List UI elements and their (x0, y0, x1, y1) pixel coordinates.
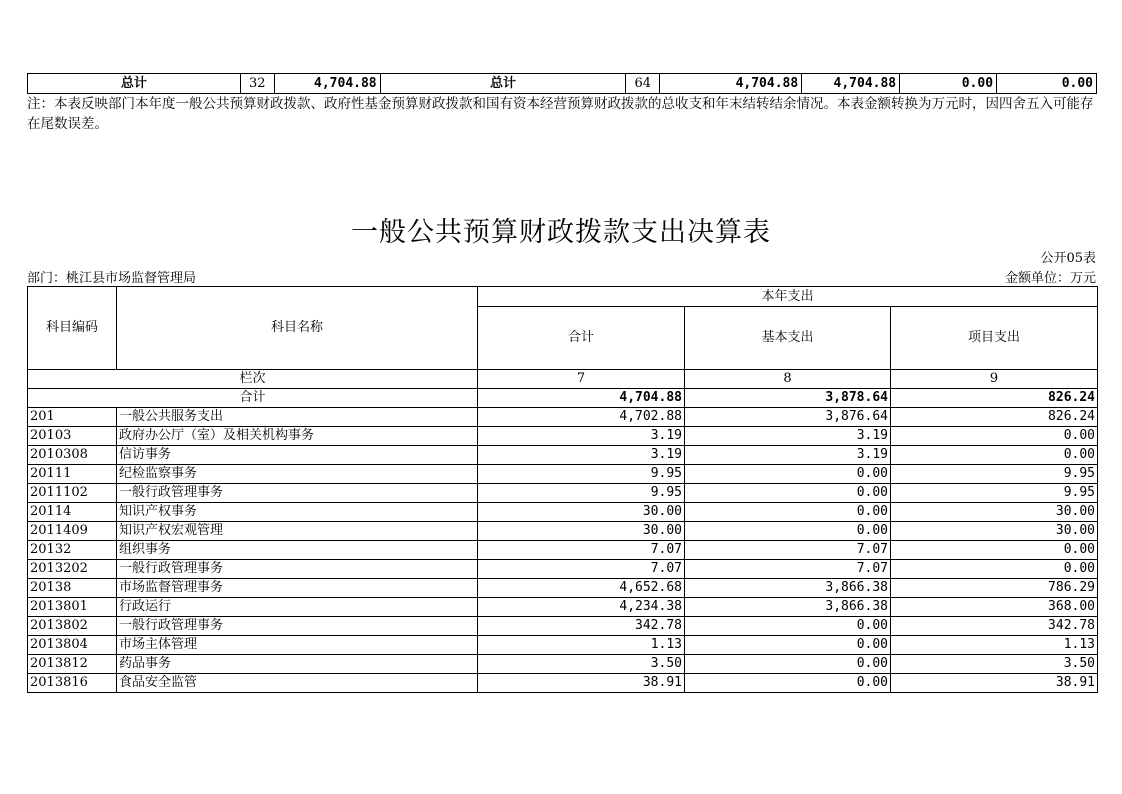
row-basic: 0.00 (685, 522, 891, 541)
table-row (28, 446, 1098, 465)
row-project: 0.00 (891, 541, 1098, 560)
table-body (28, 408, 1098, 693)
row-total: 9.95 (478, 484, 685, 503)
header-group: 本年支出 (478, 287, 1098, 307)
row-basic: 3,876.64 (685, 408, 891, 427)
table-row (28, 617, 1098, 636)
row-total: 30.00 (478, 522, 685, 541)
summary-left-label: 总计 (28, 74, 241, 94)
header-total: 合计 (478, 307, 685, 370)
row-total: 1.13 (478, 636, 685, 655)
row-name: 食品安全监管 (117, 674, 478, 693)
row-code: 20114 (28, 503, 117, 522)
expenditure-table (27, 286, 1098, 693)
row-total: 30.00 (478, 503, 685, 522)
summary-value-col3: 0.00 (900, 74, 997, 94)
row-basic: 0.00 (685, 465, 891, 484)
row-project: 9.95 (891, 465, 1098, 484)
row-code: 201 (28, 408, 117, 427)
row-project: 0.00 (891, 560, 1098, 579)
column-number: 9 (891, 370, 1098, 389)
row-code: 20111 (28, 465, 117, 484)
column-number-row (28, 370, 1098, 389)
row-basic: 7.07 (685, 541, 891, 560)
row-code: 2013801 (28, 598, 117, 617)
row-project: 9.95 (891, 484, 1098, 503)
summary-value-col4: 0.00 (997, 74, 1097, 94)
form-code: 公开05表 (1040, 251, 1096, 266)
row-code: 2011102 (28, 484, 117, 503)
row-total: 9.95 (478, 465, 685, 484)
row-code: 2011409 (28, 522, 117, 541)
table-row (28, 541, 1098, 560)
row-name: 知识产权事务 (117, 503, 478, 522)
summary-value-total: 4,704.88 (660, 74, 802, 94)
grand-total-basic: 3,878.64 (685, 389, 891, 408)
table-row (28, 427, 1098, 446)
table-row (28, 503, 1098, 522)
row-name: 一般公共服务支出 (117, 408, 478, 427)
row-basic: 7.07 (685, 560, 891, 579)
table-row (28, 674, 1098, 693)
row-code: 2010308 (28, 446, 117, 465)
summary-value-col2: 4,704.88 (802, 74, 900, 94)
row-project: 0.00 (891, 446, 1098, 465)
row-name: 一般行政管理事务 (117, 484, 478, 503)
row-project: 0.00 (891, 427, 1098, 446)
row-basic: 3,866.38 (685, 579, 891, 598)
row-project: 1.13 (891, 636, 1098, 655)
row-name: 纪检监察事务 (117, 465, 478, 484)
row-basic: 0.00 (685, 503, 891, 522)
summary-total-row (28, 74, 1097, 94)
row-basic: 3.19 (685, 427, 891, 446)
column-number: 7 (478, 370, 685, 389)
grand-total-row (28, 389, 1098, 408)
row-name: 市场主体管理 (117, 636, 478, 655)
table-note: 注：本表反映部门本年度一般公共预算财政拨款、政府性基金预算财政拨款和国有资本经营预算财政拨款的总收支和年末结转结余情况。本表金额转换为万元时，因四舍五入可能存在尾数误差。 (27, 96, 1094, 132)
row-name: 组织事务 (117, 541, 478, 560)
row-code: 20103 (28, 427, 117, 446)
row-total: 4,702.88 (478, 408, 685, 427)
header-project: 项目支出 (891, 307, 1098, 370)
header-name: 科目名称 (117, 287, 478, 370)
header-code: 科目编码 (28, 287, 117, 370)
row-code: 2013804 (28, 636, 117, 655)
row-project: 368.00 (891, 598, 1098, 617)
row-total: 342.78 (478, 617, 685, 636)
row-total: 4,234.38 (478, 598, 685, 617)
table-row (28, 560, 1098, 579)
row-project: 342.78 (891, 617, 1098, 636)
row-name: 行政运行 (117, 598, 478, 617)
row-total: 7.07 (478, 560, 685, 579)
row-name: 一般行政管理事务 (117, 560, 478, 579)
table-row (28, 579, 1098, 598)
row-code: 2013202 (28, 560, 117, 579)
row-basic: 0.00 (685, 617, 891, 636)
row-project: 38.91 (891, 674, 1098, 693)
row-basic: 0.00 (685, 674, 891, 693)
header-row-1 (28, 287, 1098, 307)
summary-total-table (27, 73, 1097, 94)
summary-right-row-number: 64 (626, 74, 660, 94)
header-basic: 基本支出 (685, 307, 891, 370)
row-total: 4,652.68 (478, 579, 685, 598)
row-total: 38.91 (478, 674, 685, 693)
grand-total-label: 合计 (28, 389, 478, 408)
summary-left-row-number: 32 (240, 74, 274, 94)
row-total: 3.19 (478, 446, 685, 465)
row-name: 政府办公厅（室）及相关机构事务 (117, 427, 478, 446)
row-code: 2013812 (28, 655, 117, 674)
table-row (28, 465, 1098, 484)
row-basic: 0.00 (685, 636, 891, 655)
summary-left-value: 4,704.88 (274, 74, 380, 94)
table-row (28, 598, 1098, 617)
row-total: 3.19 (478, 427, 685, 446)
row-basic: 0.00 (685, 484, 891, 503)
column-label: 栏次 (28, 370, 478, 389)
row-total: 7.07 (478, 541, 685, 560)
row-basic: 3.19 (685, 446, 891, 465)
grand-total-value: 4,704.88 (478, 389, 685, 408)
table-row (28, 522, 1098, 541)
table-row (28, 484, 1098, 503)
row-name: 市场监督管理事务 (117, 579, 478, 598)
unit-label: 金额单位：万元 (1004, 271, 1096, 286)
row-basic: 0.00 (685, 655, 891, 674)
row-name: 药品事务 (117, 655, 478, 674)
summary-right-label: 总计 (380, 74, 626, 94)
row-code: 20138 (28, 579, 117, 598)
table-row (28, 655, 1098, 674)
row-project: 786.29 (891, 579, 1098, 598)
row-project: 30.00 (891, 503, 1098, 522)
column-number: 8 (685, 370, 891, 389)
row-name: 信访事务 (117, 446, 478, 465)
row-code: 20132 (28, 541, 117, 560)
grand-total-project: 826.24 (891, 389, 1098, 408)
table-row (28, 636, 1098, 655)
department-label: 部门：桃江县市场监督管理局 (27, 271, 197, 286)
row-name: 一般行政管理事务 (117, 617, 478, 636)
page-title: 一般公共预算财政拨款支出决算表 (351, 217, 771, 248)
row-total: 3.50 (478, 655, 685, 674)
row-basic: 3,866.38 (685, 598, 891, 617)
row-name: 知识产权宏观管理 (117, 522, 478, 541)
row-code: 2013802 (28, 617, 117, 636)
row-project: 826.24 (891, 408, 1098, 427)
row-code: 2013816 (28, 674, 117, 693)
table-row (28, 408, 1098, 427)
row-project: 30.00 (891, 522, 1098, 541)
row-project: 3.50 (891, 655, 1098, 674)
